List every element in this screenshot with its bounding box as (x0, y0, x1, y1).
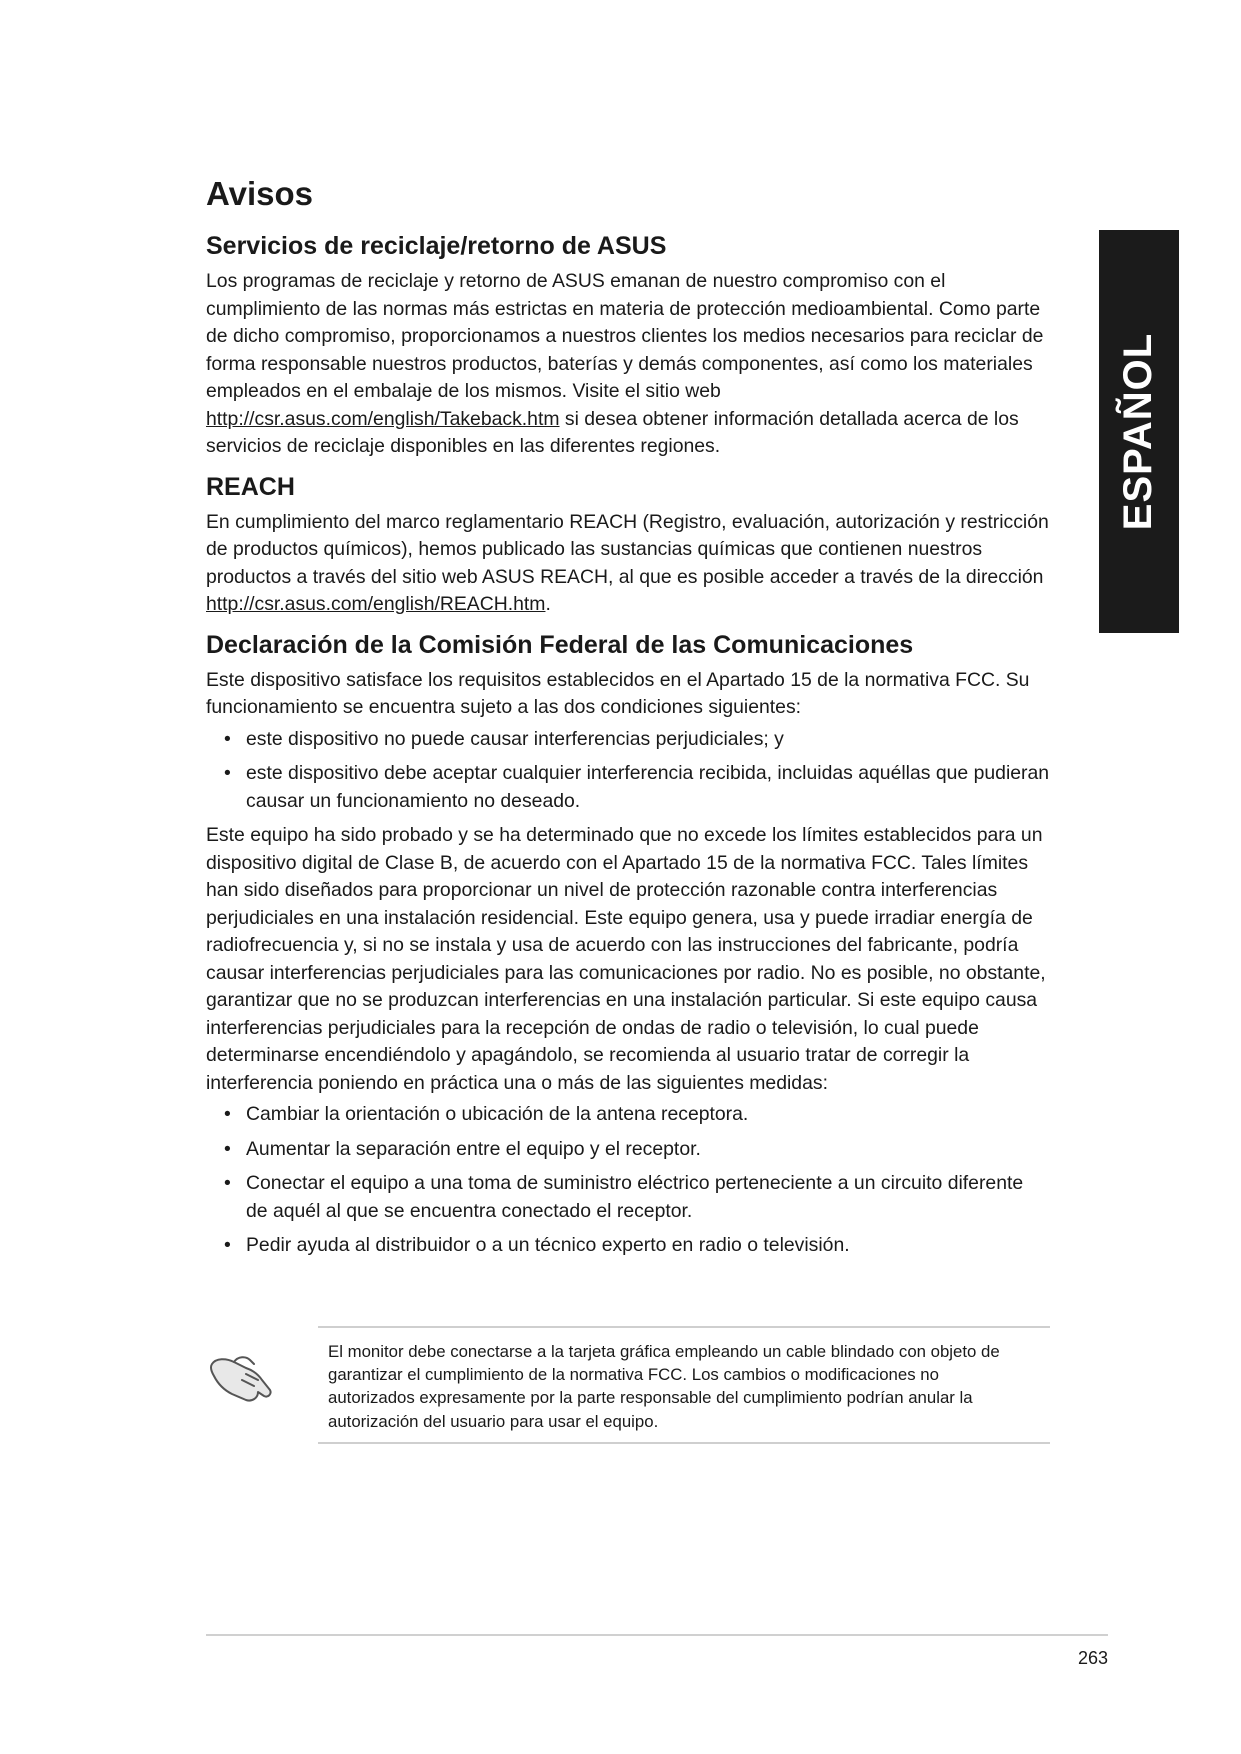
fcc-conditions-list (206, 726, 1050, 816)
list-item: • Conectar el equipo a una toma de suministro eléctrico perteneciente a un circuito diferente de aquél al que se encuentra conectado el receptor. (224, 1172, 1024, 1222)
recycling-text-before: Los programas de reciclaje y retorno de ASUS emanan de nuestro compromiso con el cumplimiento de las normas más estrictas en materia de protección medioambiental. Como parte de dicho compromiso, proporcionamos a nuestros clientes los medios necesarios para reciclar de forma responsable nuestros productos, baterías y demás componentes, así como los materiales empleados en el embalaje de los mismos. Visite el sitio web (206, 270, 1044, 402)
note-text: El monitor debe conectarse a la tarjeta gráfica empleando un cable blindado con objeto de garantizar el cumplimiento de la normativa FCC. Los cambios o modificaciones no autorizados expresamente por la parte responsable del cumplimiento podrían anular la autorización del usuario para usar el equipo. (328, 1342, 1000, 1431)
fcc-intro: Este dispositivo satisface los requisitos establecidos en el Apartado 15 de la normativa FCC. Su funcionamiento se encuentra sujeto a las dos condiciones siguientes: (206, 668, 1030, 718)
bullet: • (224, 1137, 231, 1160)
reach-text-before: En cumplimiento del marco reglamentario REACH (Registro, evaluación, autorización y restricción de productos químicos), hemos publicado las sustancias químicas que contienen nuestros productos a través del sitio web ASUS REACH, al que es posible acceder a través de la dirección (206, 510, 1049, 588)
note-top-rule (318, 1326, 1050, 1328)
recycling-text-after: si desea obtener información detallada acerca de los servicios de reciclaje disponibles en las diferentes regiones. (206, 407, 1019, 457)
language-tab (1099, 230, 1179, 633)
fcc-body: Este equipo ha sido probado y se ha determinado que no excede los límites establecidos para un dispositivo digital de Clase B, de acuerdo con el Apartado 15 de la normativa FCC. Tales límites han sido diseñados para proporcionar un nivel de protección razonable contra interferencias perjudiciales en una instalación residencial. Este equipo genera, usa y puede irradiar energía de radiofrecuencia y, si no se instala y usa de acuerdo con las instrucciones del fabricante, podría causar interferencias perjudiciales para las comunicaciones por radio. No es posible, no obstante, garantizar que no se produzcan interferencias en una instalación particular. Si este equipo causa interferencias perjudiciales para la recepción de ondas de radio o televisión, lo cual puede determinarse encendiéndolo y apagándolo, se recomienda al usuario tratar de corregir la interferencia poniendo en práctica una o más de las siguientes medidas: (206, 824, 1046, 1094)
list-item: • este dispositivo no puede causar interferencias perjudiciales; y (206, 726, 1050, 754)
list-item: • Aumentar la separación entre el equipo y el receptor. (206, 1136, 1050, 1164)
page-title: Avisos (206, 175, 313, 212)
page-number: 263 (1077, 1648, 1108, 1668)
language-tab-label: ESPAÑOL (1116, 332, 1161, 531)
reach-paragraph (206, 509, 1050, 619)
pointing-hand-icon (206, 1346, 276, 1406)
note-bottom-rule (318, 1442, 1050, 1444)
recycling-paragraph (206, 268, 1050, 461)
reach-heading: REACH (206, 472, 295, 501)
bullet: • (224, 1103, 231, 1125)
bullet: • (224, 1172, 231, 1194)
list-item: • este dispositivo debe aceptar cualquier interferencia recibida, incluidas aquéllas que pudieran causar un funcionamiento no deseado. (224, 762, 1050, 812)
note-box (206, 1326, 1050, 1444)
bullet: • (224, 727, 231, 750)
footer-rule (206, 1634, 1108, 1636)
fcc-measures-list (206, 1101, 1050, 1260)
bullet: • (224, 762, 231, 784)
fcc-heading: Declaración de la Comisión Federal de las Comunicaciones (206, 630, 914, 659)
recycling-heading: Servicios de reciclaje/retorno de ASUS (206, 232, 667, 260)
takeback-link[interactable]: http://csr.asus.com/english/Takeback.htm (206, 407, 560, 430)
list-item: • Pedir ayuda al distribuidor o a un técnico experto en radio o televisión. (206, 1232, 1050, 1260)
list-item: • Cambiar la orientación o ubicación de la antena receptora. (206, 1101, 1050, 1129)
page-content (206, 174, 1050, 1267)
bullet: • (224, 1234, 231, 1256)
reach-link[interactable]: http://csr.asus.com/english/REACH.htm (206, 593, 546, 615)
reach-text-after: . (545, 593, 551, 615)
